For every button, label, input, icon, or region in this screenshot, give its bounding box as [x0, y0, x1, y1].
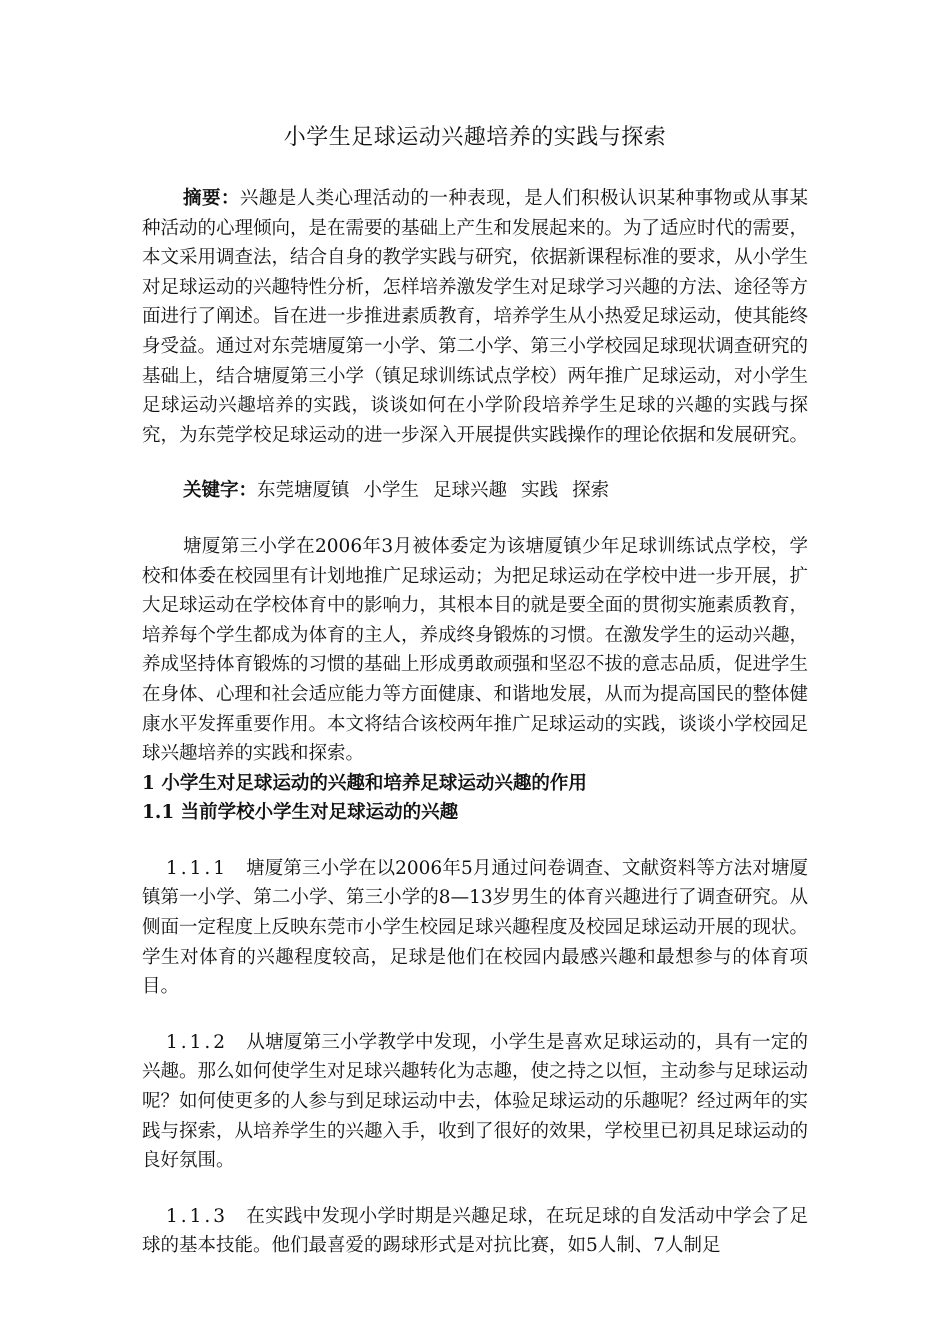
body-paragraph — [142, 854, 808, 1002]
abstract-paragraph — [142, 184, 808, 450]
paper-title: 小学生足球运动兴趣培养的实践与探索 — [283, 125, 667, 150]
keyword-item: 探索 — [572, 480, 610, 502]
abstract-label: 摘要： — [183, 188, 240, 209]
keyword-item: 东莞塘厦镇 — [257, 480, 350, 502]
paragraph-text: 塘厦第三小学在以2006年5月通过问卷调查、文献资料等方法对塘厦镇第一小学、第二小学、第三小学的8—13岁男生的体育兴趣进行了调查研究。从侧面一定程度上反映东莞市小学生校园足球兴趣程度及校园足球运动开展的现状。学生对体育的兴趣程度较高，足球是他们在校园内最感兴趣和最想参与的体育项目。 — [142, 857, 809, 998]
keyword-item: 足球兴趣 — [433, 480, 508, 502]
paragraph-text: 从塘厦第三小学教学中发现，小学生是喜欢足球运动的，具有一定的兴趣。那么如何使学生对足球兴趣转化为志趣，使之持之以恒，主动参与足球运动呢？如何使更多的人参与到足球运动中去，体验足球运动的乐趣呢？经过两年的实践与探索，从培养学生的兴趣入手，收到了很好的效果，学校里已初具足球运动的良好氛围。 — [142, 1031, 809, 1172]
section-1-1-heading: 1.1 当前学校小学生对足球运动的兴趣 — [142, 802, 459, 824]
keyword-item: 实践 — [521, 480, 559, 502]
body-paragraph — [142, 1028, 808, 1176]
keyword-item: 小学生 — [363, 480, 420, 502]
keywords-label: 关键字： — [183, 480, 258, 502]
paragraph-number: 1.1.1 — [166, 857, 229, 879]
body-paragraph — [142, 1202, 808, 1261]
paragraph-text: 在实践中发现小学时期是兴趣足球，在玩足球的自发活动中学会了足球的基本技能。他们最喜爱的踢球形式是对抗比赛，如5人制、7人制足 — [142, 1205, 808, 1257]
abstract-text: 兴趣是人类心理活动的一种表现，是人们积极认识某种事物或从事某种活动的心理倾向，是在需要的基础上产生和发展起来的。为了适应时代的需要，本文采用调查法，结合自身的教学实践与研究，依据新课程标准的要求，从小学生对足球运动的兴趣特性分析，怎样培养激发学生对足球学习兴趣的方法、途径等方面进行了阐述。旨在进一步推进素质教育，培养学生从小热爱足球运动，使其能终身受益。通过对东莞塘厦第一小学、第二小学、第三小学校园足球现状调查研究的基础上，结合塘厦第三小学（镇足球训练试点学校）两年推广足球运动，对小学生足球运动兴趣培养的实践，谈谈如何在小学阶段培养学生足球的兴趣的实践与探究，为东莞学校足球运动的进一步深入开展提供实践操作的理论依据和发展研究。 — [142, 188, 809, 446]
paragraph-number: 1.1.3 — [166, 1205, 229, 1227]
intro-paragraph: 塘厦第三小学在2006年3月被体委定为该塘厦镇少年足球训练试点学校，学校和体委在校园里有计划地推广足球运动；为把足球运动在学校中进一步开展，扩大足球运动在学校体育中的影响力，其根本目的就是要全面的贯彻实施素质教育，培养每个学生都成为体育的主人，养成终身锻炼的习惯。在激发学生的运动兴趣，养成坚持体育锻炼的习惯的基础上形成勇敢顽强和坚忍不拔的意志品质，促进学生在身体、心理和社会适应能力等方面健康、和谐地发展，从而为提高国民的整体健康水平发挥重要作用。本文将结合该校两年推广足球运动的实践，谈谈小学校园足球兴趣培养的实践和探索。 — [142, 535, 809, 765]
paragraph-number: 1.1.2 — [166, 1031, 229, 1053]
keywords-paragraph — [142, 476, 808, 506]
section-1-heading: 1 小学生对足球运动的兴趣和培养足球运动兴趣的作用 — [142, 772, 587, 794]
